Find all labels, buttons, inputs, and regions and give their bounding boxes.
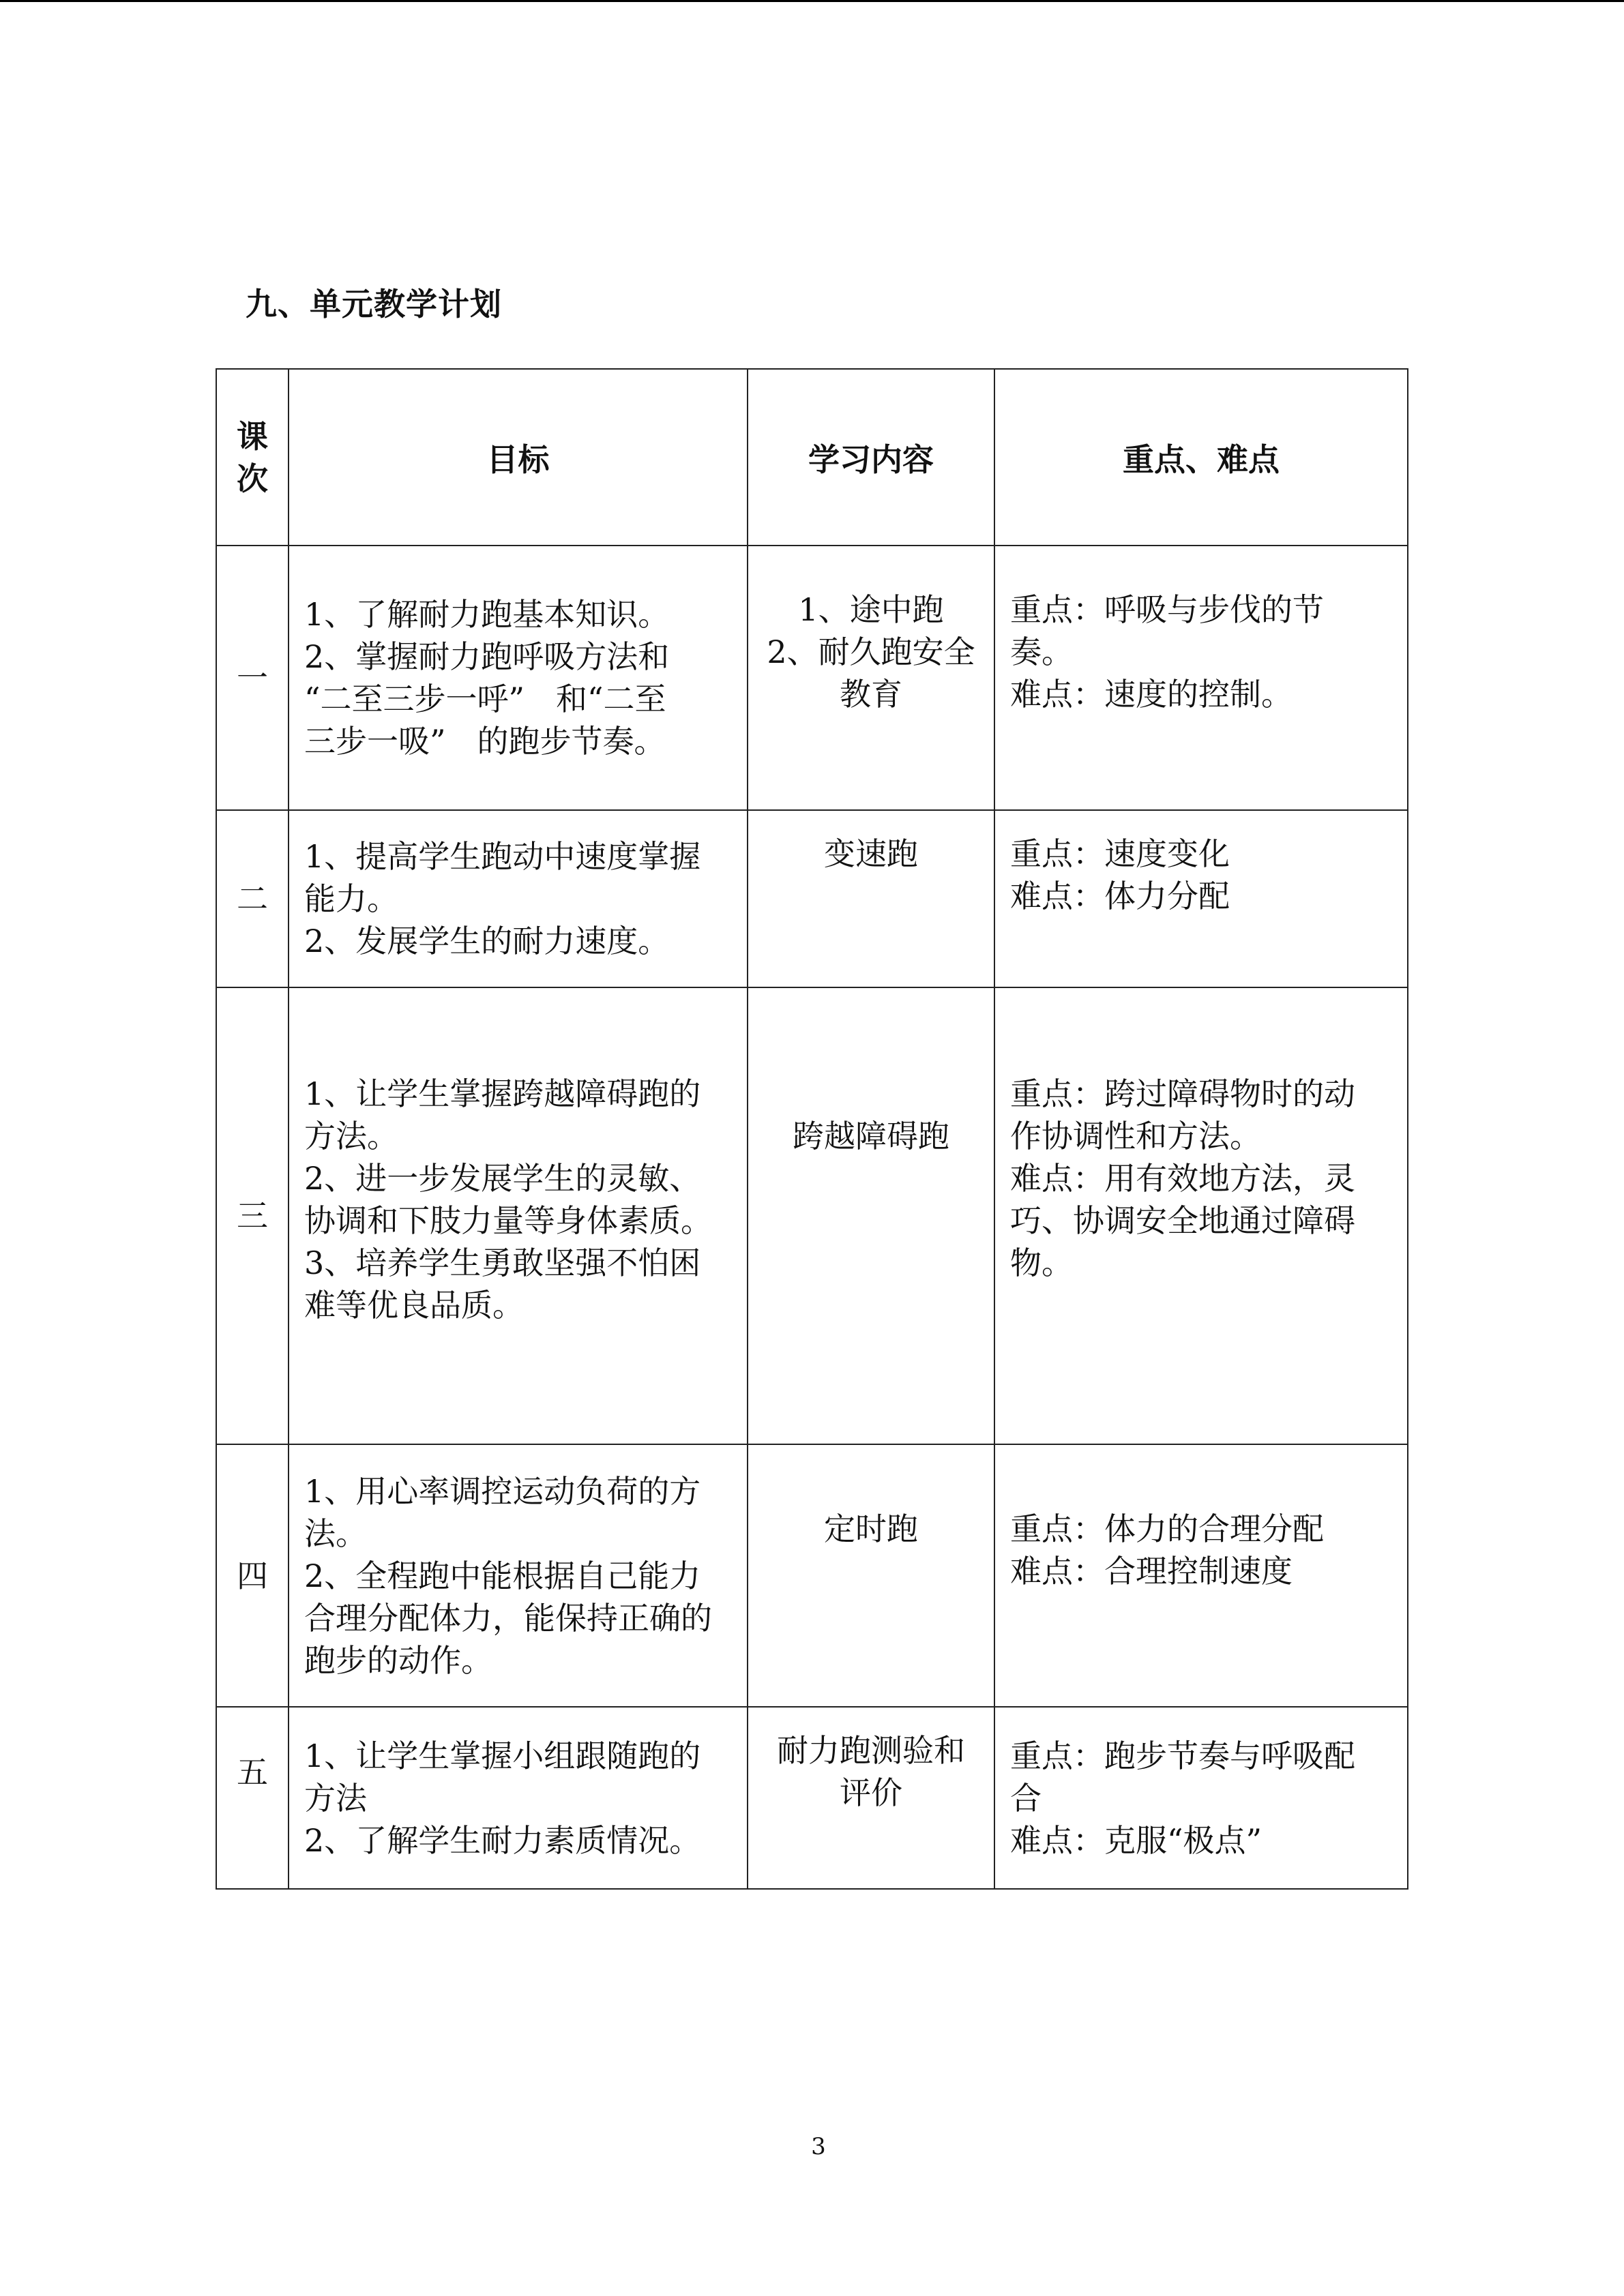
focus-line: 难点：克服“极点” bbox=[1010, 1821, 1263, 1859]
goal-line: 2、发展学生的耐力速度。 bbox=[304, 923, 670, 959]
section-title: 九、单元教学计划 bbox=[246, 286, 502, 323]
focus-line: 难点：速度的控制。 bbox=[1010, 676, 1293, 713]
goal-line: 难等优良品质。 bbox=[304, 1287, 524, 1324]
header-content: 学习内容 bbox=[748, 369, 994, 546]
lesson-number: 一 bbox=[216, 546, 289, 810]
goal-line: 方法 bbox=[304, 1779, 367, 1817]
goal-line: 法。 bbox=[304, 1515, 367, 1552]
header-goal: 目标 bbox=[289, 369, 748, 546]
table-header-row bbox=[216, 369, 1408, 546]
goal-line: “二至三步一呼” 和“二至 bbox=[304, 681, 666, 717]
content-line: 定时跑 bbox=[824, 1510, 918, 1547]
focus-line: 重点：体力的合理分配 bbox=[1010, 1510, 1324, 1547]
focus-line: 重点：跑步节奏与呼吸配 bbox=[1010, 1737, 1355, 1774]
lesson-number: 三 bbox=[216, 987, 289, 1444]
table-row bbox=[216, 546, 1408, 810]
focus-cell bbox=[994, 1444, 1408, 1707]
table-row bbox=[216, 987, 1408, 1444]
focus-cell bbox=[994, 1707, 1408, 1889]
focus-line: 重点：呼吸与步伐的节 bbox=[1010, 591, 1324, 628]
lesson-number: 四 bbox=[216, 1444, 289, 1707]
goal-cell bbox=[289, 1444, 748, 1707]
content-line: 变速跑 bbox=[824, 835, 918, 872]
focus-cell bbox=[994, 546, 1408, 810]
content-line: 耐力跑测验和 bbox=[777, 1732, 965, 1769]
goal-line: 1、让学生掌握小组跟随跑的 bbox=[304, 1737, 701, 1774]
top-border-line bbox=[0, 0, 1624, 2]
content-line: 2、耐久跑安全 bbox=[767, 633, 975, 670]
focus-cell bbox=[994, 810, 1408, 987]
table-row bbox=[216, 1444, 1408, 1707]
goal-line: 1、提高学生跑动中速度掌握 bbox=[304, 838, 701, 875]
focus-line: 合 bbox=[1010, 1779, 1042, 1817]
focus-line: 难点：合理控制速度 bbox=[1010, 1553, 1293, 1590]
goal-line: 2、全程跑中能根据自己能力 bbox=[304, 1557, 701, 1594]
focus-line: 物。 bbox=[1010, 1244, 1073, 1281]
goal-line: 方法。 bbox=[304, 1118, 398, 1154]
content-cell bbox=[748, 1707, 994, 1889]
focus-line: 重点：跨过障碍物时的动 bbox=[1010, 1075, 1355, 1112]
content-cell bbox=[748, 987, 994, 1444]
focus-line: 重点：速度变化 bbox=[1010, 835, 1230, 872]
goal-line: 三步一吸” 的跑步节奏。 bbox=[304, 723, 666, 760]
focus-line: 巧、协调安全地通过障碍 bbox=[1010, 1202, 1355, 1239]
header-lesson-char-1: 课 bbox=[237, 417, 268, 455]
goal-line: 2、进一步发展学生的灵敏、 bbox=[304, 1160, 701, 1197]
page-number: 3 bbox=[811, 2133, 826, 2160]
header-lesson bbox=[216, 369, 289, 546]
goal-cell bbox=[289, 987, 748, 1444]
goal-line: 2、了解学生耐力素质情况。 bbox=[304, 1821, 701, 1859]
content-line: 评价 bbox=[840, 1774, 902, 1811]
goal-line: 协调和下肢力量等身体素质。 bbox=[304, 1202, 712, 1239]
content-line: 跨越障碍跑 bbox=[793, 1118, 949, 1154]
content-cell bbox=[748, 1444, 994, 1707]
focus-line: 难点：用有效地方法，灵 bbox=[1010, 1160, 1355, 1197]
goal-line: 3、培养学生勇敢坚强不怕困 bbox=[304, 1244, 701, 1281]
goal-line: 1、用心率调控运动负荷的方 bbox=[304, 1472, 701, 1510]
unit-teaching-plan-table bbox=[216, 368, 1408, 1890]
goal-line: 1、让学生掌握跨越障碍跑的 bbox=[304, 1075, 701, 1112]
goal-cell bbox=[289, 546, 748, 810]
content-line: 1、途中跑 bbox=[798, 591, 944, 628]
focus-line: 作协调性和方法。 bbox=[1010, 1118, 1261, 1154]
lesson-number: 五 bbox=[216, 1707, 289, 1889]
goal-line: 1、了解耐力跑基本知识。 bbox=[304, 596, 670, 633]
goal-line: 2、掌握耐力跑呼吸方法和 bbox=[304, 638, 670, 675]
focus-line: 奏。 bbox=[1010, 633, 1073, 670]
content-line: 教育 bbox=[840, 676, 902, 713]
content-cell bbox=[748, 810, 994, 987]
goal-cell bbox=[289, 810, 748, 987]
goal-line: 能力。 bbox=[304, 880, 398, 917]
table-row bbox=[216, 1707, 1408, 1889]
lesson-number: 二 bbox=[216, 810, 289, 987]
focus-cell bbox=[994, 987, 1408, 1444]
header-lesson-char-2: 次 bbox=[237, 460, 268, 497]
goal-line: 合理分配体力，能保持正确的 bbox=[304, 1599, 712, 1637]
header-focus: 重点、难点 bbox=[994, 369, 1408, 546]
content-cell bbox=[748, 546, 994, 810]
table-row bbox=[216, 810, 1408, 987]
goal-line: 跑步的动作。 bbox=[304, 1641, 492, 1679]
focus-line: 难点：体力分配 bbox=[1010, 878, 1230, 914]
goal-cell bbox=[289, 1707, 748, 1889]
